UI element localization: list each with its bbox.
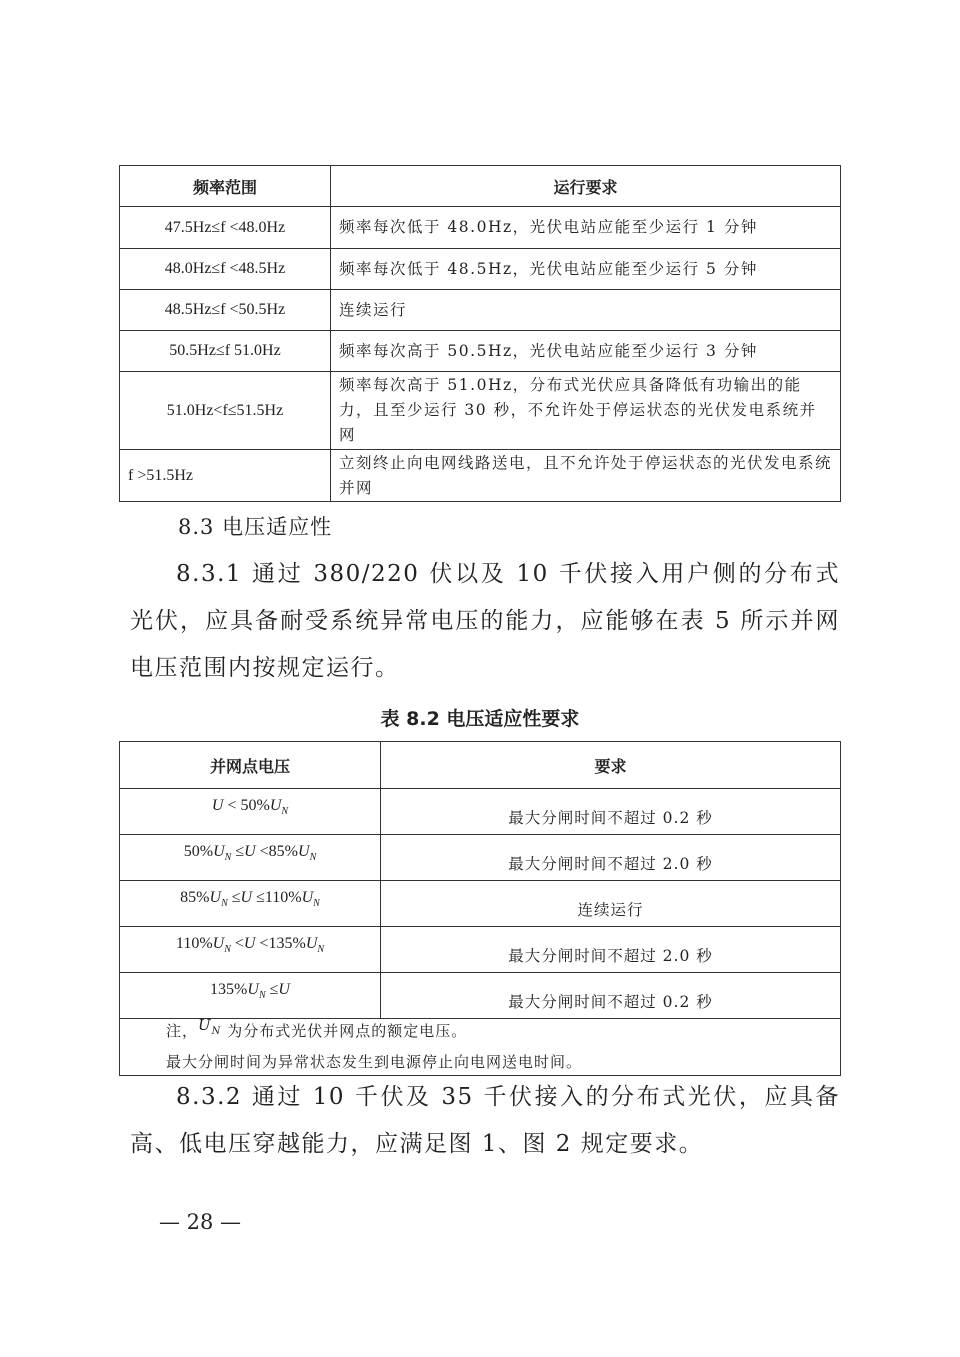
formula-part: < — [230, 935, 244, 953]
formula-part: ≤ — [227, 889, 241, 907]
table-row — [120, 207, 841, 249]
paragraph-8-3-1: 8.3.1 通过 380/220 伏以及 10 千伏接入用户侧的分布式光伏，应具备耐受系统异常电压的能力，应能够在表 5 所示并网电压范围内按规定运行。 — [130, 561, 840, 681]
formula-part: U — [243, 935, 256, 953]
voltage-range — [120, 973, 381, 1019]
table-row — [120, 450, 841, 502]
formula-part: <135% — [255, 935, 306, 953]
frequency-range: f >51.5Hz — [120, 450, 331, 502]
formula-part: N — [258, 990, 266, 1002]
requirement: 连续运行 — [381, 881, 841, 927]
formula-part: 50% — [183, 843, 214, 861]
voltage-range — [120, 927, 381, 973]
table-row — [120, 789, 841, 835]
requirement: 最大分闸时间不超过 0.2 秒 — [381, 789, 841, 835]
formula-part: N — [221, 898, 228, 910]
frequency-range: 51.0Hz<f≤51.5Hz — [120, 372, 331, 450]
n-subscript: N — [211, 1026, 222, 1037]
table-row — [120, 249, 841, 290]
header-grid-voltage: 并网点电压 — [120, 742, 381, 789]
formula-part: 110% — [175, 935, 213, 953]
formula-part: U — [305, 935, 318, 953]
requirement: 频率每次高于 50.5Hz，光伏电站应能至少运行 3 分钟 — [331, 331, 841, 372]
formula-part: U — [298, 843, 310, 861]
voltage-range — [120, 789, 381, 835]
requirement: 最大分闸时间不超过 2.0 秒 — [381, 835, 841, 881]
frequency-table — [119, 165, 841, 502]
formula-part: N — [317, 944, 325, 956]
note-line-2: 最大分闸时间为异常状态发生到电源停止向电网送电时间。 — [166, 1053, 583, 1071]
table-row — [120, 290, 841, 331]
formula-part: 135% — [210, 981, 248, 999]
voltage-table — [119, 741, 841, 1076]
table-header-row — [120, 742, 841, 789]
requirement: 最大分闸时间不超过 0.2 秒 — [381, 973, 841, 1019]
formula-part: U — [240, 889, 253, 907]
table-row — [120, 835, 841, 881]
table-row — [120, 973, 841, 1019]
header-requirement: 要求 — [381, 742, 841, 789]
paragraph-8-3-2: 8.3.2 通过 10 千伏及 35 千伏接入的分布式光伏，应具备高、低电压穿越能力，应满足图 1、图 2 规定要求。 — [130, 1084, 840, 1157]
table-row — [120, 881, 841, 927]
requirement: 连续运行 — [331, 290, 841, 331]
requirement: 立刻终止向电网线路送电，且不允许处于停运状态的光伏发电系统并网 — [331, 450, 841, 502]
note-line-1: 为分布式光伏并网点的额定电压。 — [221, 1022, 468, 1040]
formula-part: U — [244, 843, 256, 861]
formula-part: N — [309, 852, 317, 864]
requirement: 频率每次低于 48.0Hz，光伏电站应能至少运行 1 分钟 — [331, 207, 841, 249]
header-frequency-range: 频率范围 — [120, 166, 331, 207]
requirement: 最大分闸时间不超过 2.0 秒 — [381, 927, 841, 973]
table-header-row — [120, 166, 841, 207]
frequency-range: 50.5Hz≤f 51.0Hz — [120, 331, 331, 372]
voltage-range — [120, 835, 381, 881]
table-row — [120, 331, 841, 372]
formula-part: N — [224, 852, 232, 864]
formula-part: U — [212, 935, 225, 953]
formula-part: U — [269, 797, 282, 815]
frequency-range: 48.5Hz≤f <50.5Hz — [120, 290, 331, 331]
frequency-range: 48.0Hz≤f <48.5Hz — [120, 249, 331, 290]
section-heading: 8.3 电压适应性 — [178, 515, 333, 539]
formula-part: ≤ — [231, 843, 245, 861]
formula-part: ≤110% — [252, 889, 302, 907]
formula-part: 85% — [180, 889, 210, 907]
requirement: 频率每次低于 48.5Hz，光伏电站应能至少运行 5 分钟 — [331, 249, 841, 290]
table-note — [120, 1016, 841, 1076]
page-number: — 28 — — [158, 1210, 242, 1234]
header-operation-requirement: 运行要求 — [331, 166, 841, 207]
formula-part: < 50% — [223, 797, 270, 815]
formula-part: U — [211, 797, 224, 815]
formula-part: ≤ — [265, 981, 279, 999]
u-symbol: U — [198, 1016, 212, 1034]
table-note-row — [120, 1019, 841, 1076]
table-caption: 表 8.2 电压适应性要求 — [380, 708, 580, 730]
formula-part: N — [281, 806, 289, 818]
formula-part: U — [213, 843, 225, 861]
formula-part: N — [313, 898, 320, 910]
requirement: 频率每次高于 51.0Hz，分布式光伏应具备降低有功输出的能力，且至少运行 30 秒，不允许处于停运状态的光伏发电系统并网 — [331, 372, 841, 450]
formula-part: U — [209, 889, 222, 907]
formula-part: N — [224, 944, 231, 956]
formula-part: U — [247, 981, 259, 999]
table-row — [120, 927, 841, 973]
un-symbol — [198, 1016, 222, 1037]
formula-part: <85% — [255, 843, 299, 861]
voltage-range — [120, 881, 381, 927]
formula-part: U — [278, 981, 290, 999]
note-prefix: 注， — [166, 1022, 199, 1040]
formula-part: U — [301, 889, 314, 907]
table-row — [120, 372, 841, 450]
frequency-range: 47.5Hz≤f <48.0Hz — [120, 207, 331, 249]
